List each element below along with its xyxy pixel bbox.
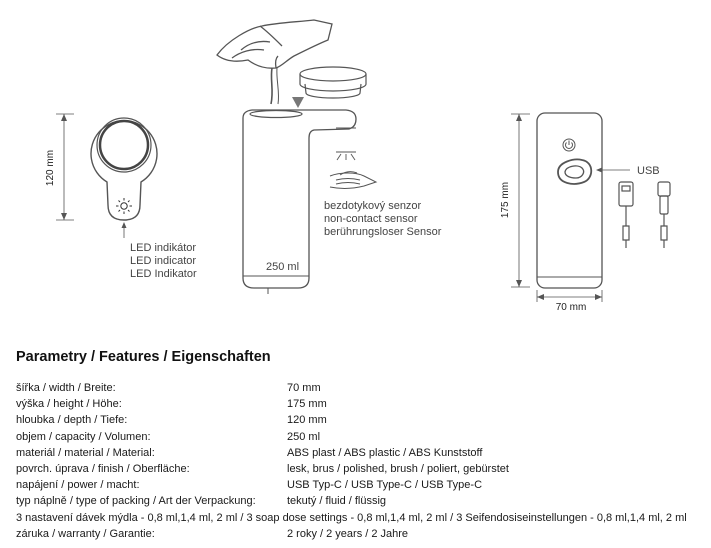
spec-label: výška / height / Höhe: [16,398,122,411]
top-view [56,114,157,238]
spec-value: 120 mm [287,414,327,427]
spec-value: 70 mm [287,382,321,394]
spec-label: objem / capacity / Volumen: [16,430,151,443]
led-label-cz: LED indikátor [130,242,197,254]
led-label-de: LED Indikator [130,268,197,280]
spec-row [16,396,706,412]
spec-value: 175 mm [287,398,327,411]
warranty-value: 2 roky / 2 years / 2 Jahre [287,527,409,540]
spec-value: ABS plast / ABS plastic / ABS Kunststoff [287,446,483,459]
side-view [217,20,376,294]
hand-icon [217,20,332,104]
spec-value: USB Typ-C / USB Type-C / USB Type-C [287,479,483,492]
spec-label: napájení / power / macht: [16,479,140,492]
usb-label: USB [637,165,660,177]
hand-icon [330,172,376,189]
height-dimension-right: 175 mm [500,181,511,219]
dose-settings-text: 3 nastavení dávek mýdla - 0,8 ml,1,4 ml, 2 ml / 3 soap dose settings - 0,8 ml,1,4 ml, 2 ml / 3 Seifendosiseinstellungen - 0,8 ml,1,4 ml, 2 ml [16,511,687,524]
sensor-label-cz: bezdotykový senzor [324,200,422,212]
volume-mark: 250 ml [266,261,300,273]
spec-row [16,477,706,493]
refill-lid-icon [300,67,366,98]
spec-value: lesk, brus / polished, brush / poliert, gebürstet [287,462,509,475]
warranty-label: záruka / warranty / Garantie: [16,527,155,540]
spec-row [16,445,706,461]
spec-label: povrch. úprava / finish / Oberfläche: [16,462,190,475]
spec-row [16,461,706,477]
specs-list [16,380,706,542]
spec-row-warranty [16,526,706,542]
spec-row [16,412,706,428]
spec-label: materiál / material / Material: [16,446,155,459]
spec-label: typ náplně / type of packing / Art der Verpackung: [16,495,256,508]
spec-row [16,380,706,396]
led-label-en: LED indicator [130,255,197,267]
sun-led-icon [116,198,132,214]
spec-label: šířka / width / Breite: [16,382,116,394]
sensor-label-de: berührungsloser Sensor [324,226,442,238]
spec-row [16,429,706,445]
power-button-icon [563,139,575,151]
height-dimension-left: 120 mm [45,149,56,187]
sensor-label-en: non-contact sensor [324,213,418,225]
spec-row [16,493,706,509]
width-dimension-bottom: 70 mm [555,302,587,313]
spec-value: tekutý / fluid / flüssig [287,495,387,508]
spec-row-dose-settings [16,510,706,526]
front-view [511,113,670,302]
spec-value: 250 ml [287,430,321,443]
features-title: Parametry / Features / Eigenschaften [16,349,271,365]
usb-cable-icon [619,182,670,248]
spec-label: hloubka / depth / Tiefe: [16,414,128,427]
